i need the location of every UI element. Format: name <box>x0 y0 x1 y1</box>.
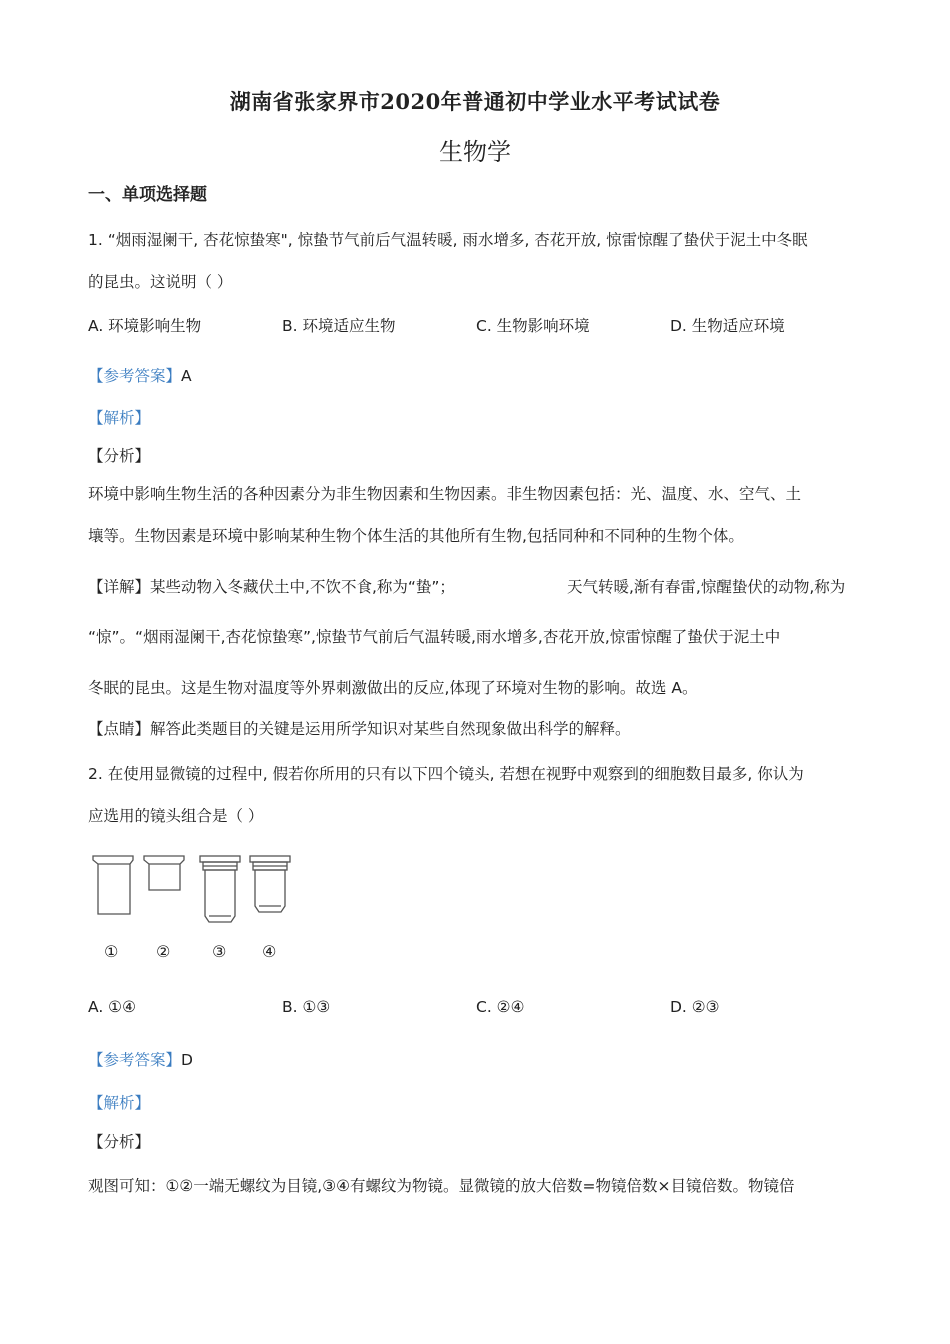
q1-option-b: B. 环境适应生物 <box>282 317 396 335</box>
q2-option-d: D. ②③ <box>670 998 720 1016</box>
q1-detail-line1b: 天气转暖,渐有春雷,惊醒蛰伏的动物,称为 <box>567 578 846 596</box>
section-heading: 一、单项选择题 <box>88 185 207 205</box>
q1-stem-line2: 的昆虫。这说明（ ） <box>88 273 233 291</box>
q2-option-b: B. ①③ <box>282 998 331 1016</box>
detail-tag: 【详解】 <box>88 578 151 596</box>
q1-fenxi-line1: 环境中影响生物生活的各种因素分为非生物因素和生物因素。非生物因素包括：光、温度、水、空气、土 <box>88 485 802 503</box>
subject-title: 生物学 <box>439 138 511 166</box>
q1-stem-line1: 1. “烟雨湿阑干, 杏花惊蛰寒", 惊蛰节气前后气温转暖, 雨水增多, 杏花开放, 惊雷惊醒了蛰伏于泥土中冬眠 <box>88 231 808 249</box>
q2-stem-line1: 2. 在使用显微镜的过程中, 假若你所用的只有以下四个镜头, 若想在视野中观察到的细胞数目最多, 你认为 <box>88 765 804 783</box>
dianjing-text: 解答此类题目的关键是运用所学知识对某些自然现象做出科学的解释。 <box>150 720 631 738</box>
q1-detail-line2: “惊”。“烟雨湿阑干,杏花惊蛰寒”,惊蛰节气前后气温转暖,雨水增多,杏花开放,惊雷惊醒了蛰伏于泥土中 <box>88 628 781 646</box>
answer-value: D <box>181 1051 193 1069</box>
q1-option-a: A. 环境影响生物 <box>88 317 202 335</box>
lens-2-eyepiece-short <box>144 856 184 890</box>
answer-tag: 【参考答案】 <box>88 1051 182 1069</box>
q2-analysis-tag: 【解析】 <box>88 1094 151 1112</box>
lens-4-objective-short <box>250 856 290 912</box>
answer-tag: 【参考答案】 <box>88 367 182 385</box>
q1-fenxi-tag: 【分析】 <box>88 447 151 465</box>
answer-value: A <box>181 367 192 385</box>
q1-answer <box>88 364 192 386</box>
lens-figure <box>88 852 318 972</box>
q2-stem-line2: 应选用的镜头组合是（ ） <box>88 807 264 825</box>
lens-3-objective-long <box>200 856 240 922</box>
detail-text-a: 某些动物入冬藏伏土中,不饮不食,称为“蛰”； <box>150 578 455 596</box>
dianjing-tag: 【点睛】 <box>88 720 151 738</box>
q1-dianjing <box>88 717 631 739</box>
lens-label-3: ③ <box>212 942 227 961</box>
q1-fenxi-line2: 壤等。生物因素是环境中影响某种生物个体生活的其他所有生物,包括同种和不同种的生物个体。 <box>88 527 744 545</box>
q2-option-c: C. ②④ <box>476 998 525 1016</box>
q2-answer <box>88 1048 193 1070</box>
lens-label-2: ② <box>156 942 171 961</box>
q2-fenxi-tag: 【分析】 <box>88 1133 151 1151</box>
q1-option-d: D. 生物适应环境 <box>670 317 785 335</box>
q1-option-c: C. 生物影响环境 <box>476 317 590 335</box>
lens-label-1: ① <box>104 942 119 961</box>
page-title: 湖南省张家界市2020年普通初中学业水平考试试卷 <box>229 89 721 114</box>
q2-fenxi-line1: 观图可知：①②一端无螺纹为目镜,③④有螺纹为物镜。显微镜的放大倍数=物镜倍数×目镜倍数。物镜倍 <box>88 1177 795 1195</box>
q1-detail-line1 <box>88 575 455 597</box>
lens-label-4: ④ <box>262 942 277 961</box>
q2-option-a: A. ①④ <box>88 998 136 1016</box>
lens-1-eyepiece-long <box>93 856 133 914</box>
q1-detail-line3: 冬眠的昆虫。这是生物对温度等外界刺激做出的反应,体现了环境对生物的影响。故选 A。 <box>88 679 698 697</box>
q1-analysis-tag: 【解析】 <box>88 409 151 427</box>
